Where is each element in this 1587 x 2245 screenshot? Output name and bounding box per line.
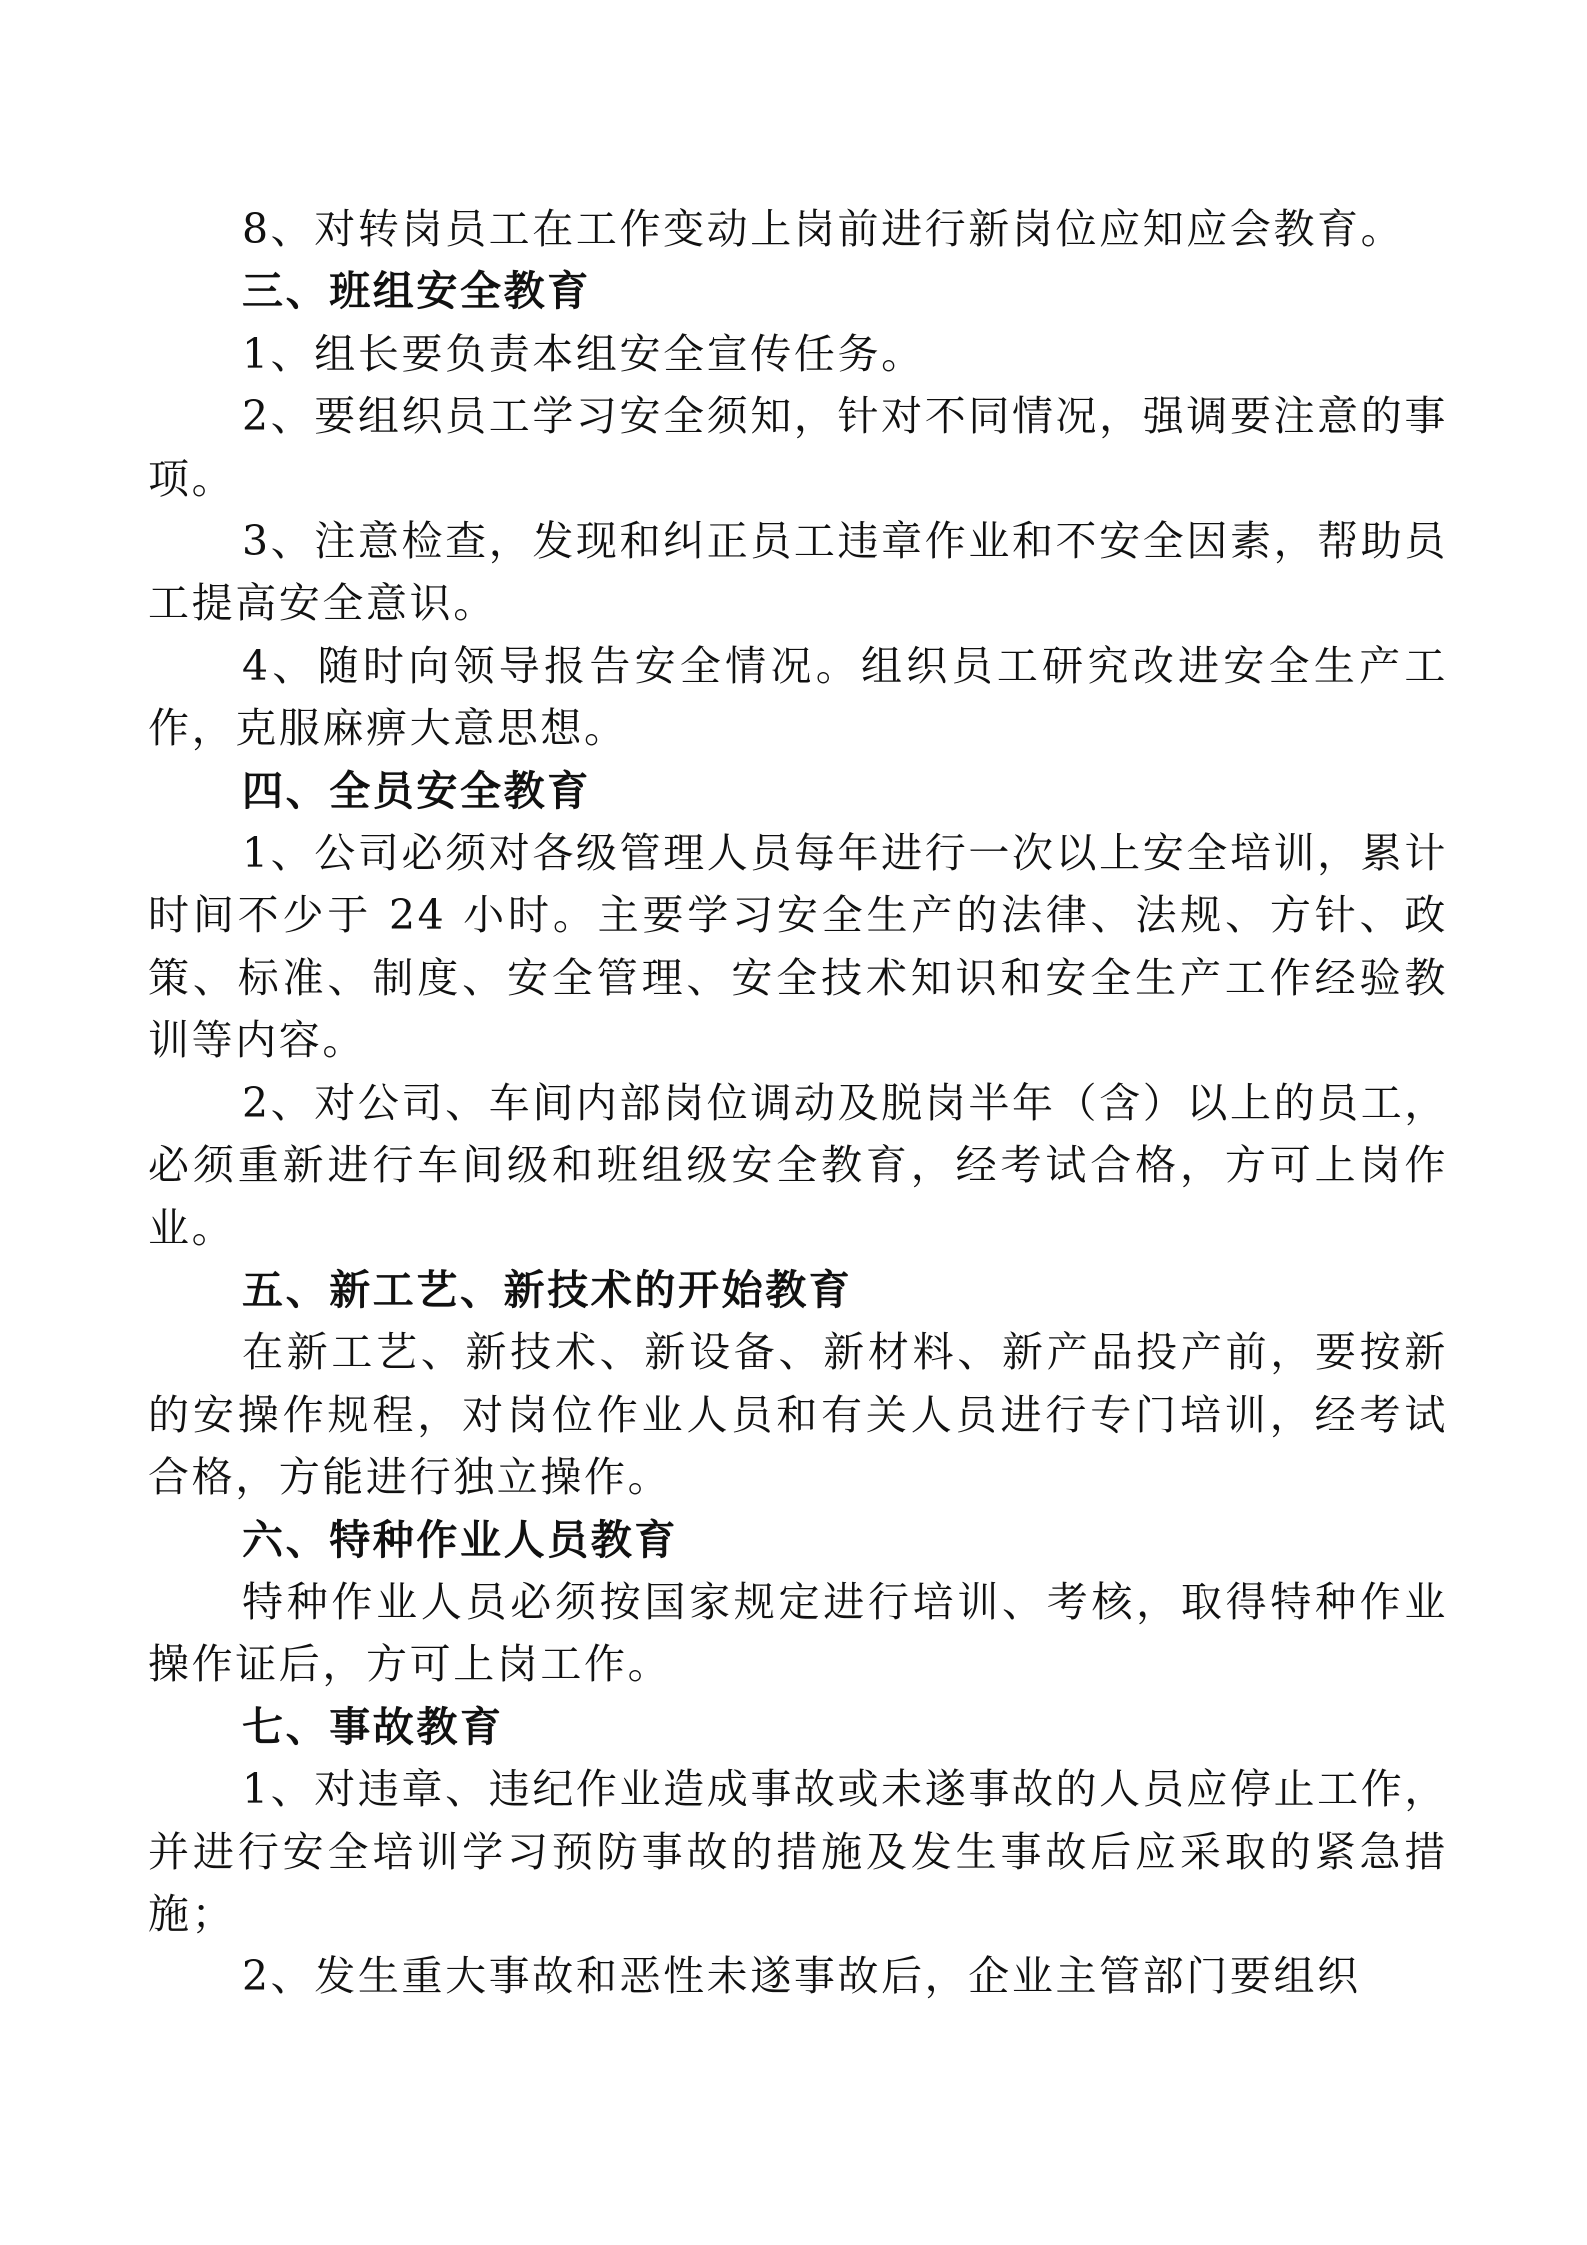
paragraph-all-staff-1: 1、公司必须对各级管理人员每年进行一次以上安全培训，累计时间不少于 24 小时。主要学习安全生产的法律、法规、方针、政策、标准、制度、安全管理、安全技术知识和安全生产工作经验教训等内容。 bbox=[148, 829, 1448, 1065]
paragraph-special-operators: 特种作业人员必须按国家规定进行培训、考核，取得特种作业操作证后，方可上岗工作。 bbox=[148, 1577, 1448, 1689]
section-heading-new-process: 五、新工艺、新技术的开始教育 bbox=[242, 1265, 853, 1314]
paragraph-accident-2: 2、发生重大事故和恶性未遂事故后，企业主管部门要组织 bbox=[242, 1952, 1361, 2001]
paragraph-team-1: 1、组长要负责本组安全宣传任务。 bbox=[242, 329, 925, 378]
paragraph-team-4: 4、随时向领导报告安全情况。组织员工研究改进安全生产工作，克服麻痹大意思想。 bbox=[148, 641, 1448, 753]
section-heading-accident-education: 七、事故教育 bbox=[242, 1702, 504, 1751]
paragraph-new-process: 在新工艺、新技术、新设备、新材料、新产品投产前，要按新的安操作规程，对岗位作业人员和有关人员进行专门培训，经考试合格，方能进行独立操作。 bbox=[148, 1328, 1448, 1502]
paragraph-team-2: 2、要组织员工学习安全须知，针对不同情况，强调要注意的事项。 bbox=[148, 392, 1448, 503]
paragraph-accident-1: 1、对违章、违纪作业造成事故或未遂事故的人员应停止工作，并进行安全培训学习预防事故的措施及发生事故后应采取的紧急措施； bbox=[148, 1765, 1448, 1938]
paragraph-item-8-transfer-training: 8、对转岗员工在工作变动上岗前进行新岗位应知应会教育。 bbox=[242, 205, 1405, 253]
document-body bbox=[148, 198, 1448, 2008]
section-heading-all-staff-safety: 四、全员安全教育 bbox=[242, 766, 591, 815]
section-heading-team-safety: 三、班组安全教育 bbox=[242, 267, 591, 316]
paragraph-team-3: 3、注意检查，发现和纠正员工违章作业和不安全因素，帮助员工提高安全意识。 bbox=[148, 517, 1448, 628]
paragraph-all-staff-2: 2、对公司、车间内部岗位调动及脱岗半年（含）以上的员工，必须重新进行车间级和班组级安全教育，经考试合格，方可上岗作业。 bbox=[148, 1078, 1448, 1252]
section-heading-special-operators: 六、特种作业人员教育 bbox=[242, 1515, 678, 1564]
